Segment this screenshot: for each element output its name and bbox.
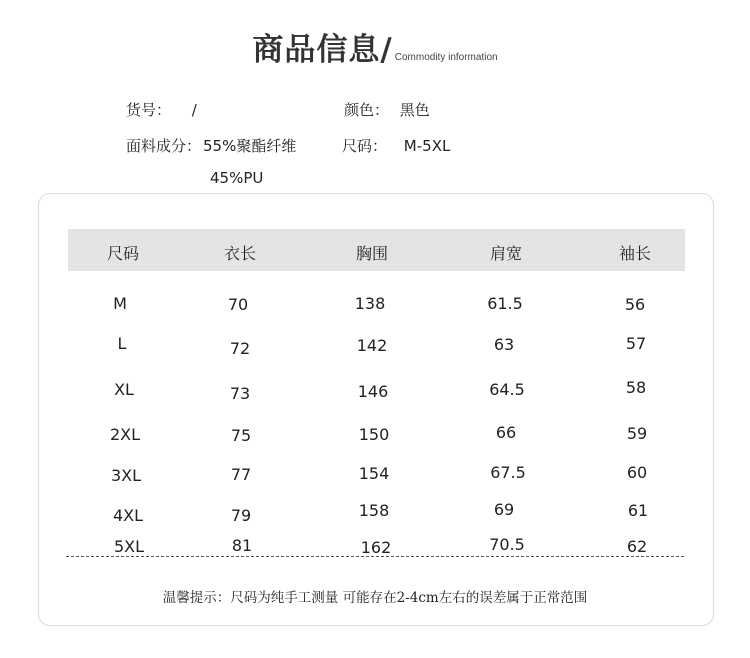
table-cell: 57 <box>625 334 647 353</box>
header-sleeve: 袖长 <box>618 244 652 263</box>
table-cell: 66 <box>495 423 517 442</box>
table-cell: 79 <box>230 506 252 525</box>
item-no-value: / <box>191 101 197 119</box>
fabric-value-1: 55%聚酯纤维 <box>203 137 297 155</box>
header-length: 衣长 <box>223 244 257 263</box>
table-cell: 56 <box>624 295 646 314</box>
table-cell: 77 <box>230 465 252 484</box>
table-cell: 63 <box>493 335 515 354</box>
table-cell: 158 <box>358 501 390 520</box>
table-cell: 70 <box>227 295 249 314</box>
table-cell: 81 <box>231 536 253 555</box>
measurement-note: 温馨提示：尺码为纯手工测量 可能存在2-4cm左右的误差属于正常范围 <box>162 590 588 606</box>
table-cell: 75 <box>230 426 252 445</box>
header-chest: 胸围 <box>355 244 389 263</box>
table-cell: 4XL <box>112 506 144 525</box>
table-divider <box>66 556 684 557</box>
table-cell: 58 <box>625 378 647 397</box>
page-subtitle: Commodity information <box>394 52 498 63</box>
fabric-row-2 <box>210 169 263 187</box>
table-header-row <box>68 229 685 271</box>
table-cell: 138 <box>354 294 386 313</box>
table-cell: M <box>113 294 127 313</box>
color-value: 黑色 <box>399 101 430 119</box>
table-cell: 2XL <box>109 425 141 444</box>
table-cell: 69 <box>493 500 515 519</box>
color-row <box>344 99 430 120</box>
table-cell: 60 <box>626 463 648 482</box>
table-cell: 73 <box>229 384 251 403</box>
table-cell: 3XL <box>110 466 142 485</box>
size-value: M-5XL <box>403 137 451 155</box>
page-header <box>0 24 750 69</box>
table-cell: L <box>117 334 127 353</box>
table-cell: 154 <box>358 464 390 483</box>
table-cell: 72 <box>229 339 251 358</box>
table-cell: 146 <box>357 382 389 401</box>
table-cell: 59 <box>626 424 648 443</box>
table-cell: 5XL <box>113 537 145 556</box>
fabric-row <box>126 135 296 156</box>
table-cell: 67.5 <box>490 463 526 482</box>
table-cell: 61.5 <box>487 294 523 313</box>
item-no-row <box>126 99 197 120</box>
page-title: 商品信息 <box>252 32 381 68</box>
table-cell: 70.5 <box>489 535 525 554</box>
item-no-label: 货号： <box>126 101 172 119</box>
fabric-value-2: 45%PU <box>210 169 264 187</box>
table-cell: 142 <box>356 336 388 355</box>
table-cell: XL <box>114 380 134 399</box>
size-label: 尺码： <box>342 137 388 155</box>
table-cell: 62 <box>626 537 648 556</box>
fabric-label: 面料成分： <box>126 137 202 155</box>
size-row <box>342 135 450 156</box>
table-cell: 150 <box>358 425 390 444</box>
title-slash: / <box>380 32 392 68</box>
table-cell: 61 <box>627 501 649 520</box>
color-label: 颜色： <box>344 101 390 119</box>
header-size: 尺码 <box>106 244 140 263</box>
table-cell: 64.5 <box>489 380 525 399</box>
header-shoulder: 肩宽 <box>489 244 523 263</box>
table-cell: 162 <box>360 538 392 557</box>
